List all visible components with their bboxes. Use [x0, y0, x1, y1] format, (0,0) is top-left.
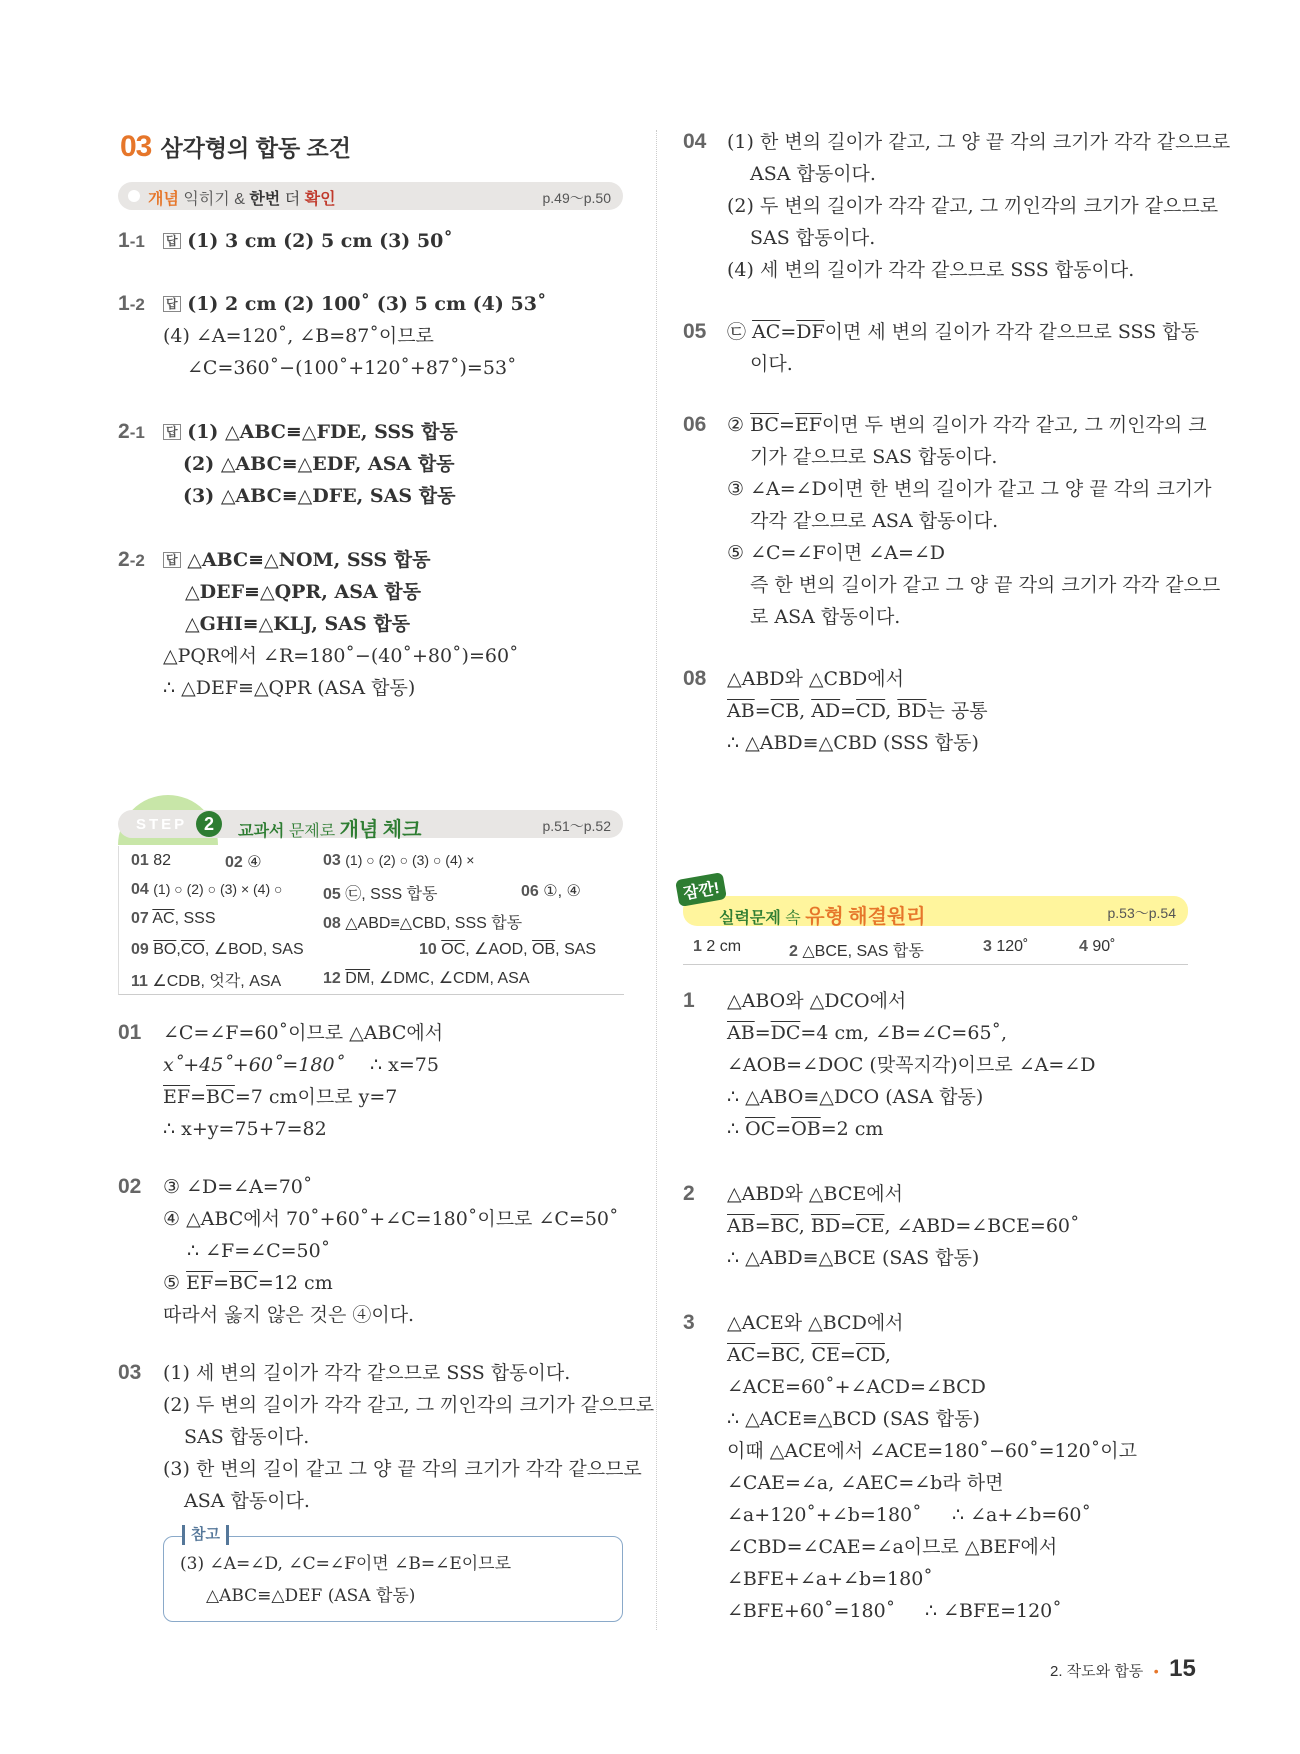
solution-01-line1: ∠C=∠F=60˚이므로 △ABC에서: [163, 1022, 444, 1044]
bar-label-more: 더: [284, 191, 301, 208]
answer-2-1-line2: (2) △ABC≡△EDF, ASA 합동: [183, 453, 455, 475]
solution-1-2-line3: ∠C=360˚−(100˚+120˚+87˚)=53˚: [187, 357, 517, 379]
solution-b1-line3: ∠AOB=∠DOC (맞꼭지각)이므로 ∠A=∠D: [727, 1054, 1096, 1076]
quick-answer-12: 12 $\overline{DM}$, ∠DMC, ∠CDM, ASA: [323, 970, 530, 987]
answer-mark: 답: [163, 296, 181, 312]
step2-label-textbook: 교과서: [238, 823, 285, 840]
quick-answer-09: 09 $\overline{BO},\overline{CO}$, ∠BOD, SAS: [131, 941, 304, 958]
reference-line2: △ABC≡△DEF (ASA 합동): [206, 1586, 416, 1606]
bar-label-confirm: 확인: [304, 191, 336, 208]
jam-page-range: p.53～p.54: [1107, 905, 1176, 921]
solution-01-line3: $\overline{EF}=\overline{BC}=7$ cm이므로 y=7: [163, 1086, 398, 1108]
solution-b3-line10b: ∴ ∠BFE=120˚: [925, 1600, 1062, 1622]
step-label: STEP: [136, 816, 188, 833]
quick-answer-04: 04 (1) ○ (2) ○ (3) × (4) ○: [131, 881, 283, 898]
step2-page-range: p.51～p.52: [542, 818, 611, 834]
answer-1-2: 답 (1) 2 cm (2) 100˚ (3) 5 cm (4) 53˚: [163, 293, 546, 315]
question-number-2-1: 2-1: [118, 420, 145, 443]
solution-number-b1: 1: [683, 989, 695, 1012]
solution-03-line1: (1) 세 변의 길이가 각각 같으므로 SSS 합동이다.: [163, 1362, 571, 1384]
step2-label-check: 체크: [382, 819, 422, 841]
solution-01-line2b: ∴ x=75: [370, 1054, 439, 1076]
solution-06-line2: 기가 같으므로 SAS 합동이다.: [750, 446, 998, 468]
answer-2-1-line3: (3) △ABC≡△DFE, SAS 합동: [183, 485, 456, 507]
reference-box: [163, 1526, 623, 1622]
solution-b3-line1: △ACE와 △BCD에서: [727, 1312, 904, 1334]
concept-check-bar: [118, 182, 623, 210]
solution-b3-line8: ∠CBD=∠CAE=∠a이므로 △BEF에서: [727, 1536, 1058, 1558]
answer-2-2-line2: △DEF≡△QPR, ASA 합동: [185, 581, 421, 603]
solution-number-03: 03: [118, 1361, 142, 1384]
solution-03-line3: SAS 합동이다.: [184, 1426, 310, 1448]
solution-number-b2: 2: [683, 1182, 695, 1205]
answer-2-1-line1: 답 (1) △ABC≡△FDE, SSS 합동: [163, 421, 458, 443]
solution-b1-line1: △ABO와 △DCO에서: [727, 990, 907, 1012]
jamkkan-quick-answers: [683, 930, 1188, 965]
quick-answer-07: 07 $\overline{AC}$, SSS: [131, 910, 216, 927]
solution-06-line6: 즉 한 변의 길이가 같고 그 양 끝 각의 크기가 각각 같으므: [750, 574, 1221, 596]
solution-05-line2: 이다.: [750, 353, 793, 375]
solution-number-05: 05: [683, 320, 707, 343]
answer-1-1: 답 (1) 3 cm (2) 5 cm (3) 50˚: [163, 230, 453, 252]
answer-2-2-line1: 답 △ABC≡△NOM, SSS 합동: [163, 549, 430, 571]
solution-1-2-line2: (4) ∠A=120˚, ∠B=87˚이므로: [163, 325, 434, 347]
solution-number-02: 02: [118, 1175, 142, 1198]
column-divider: [656, 130, 657, 1630]
quick-answer-05: 05 ㉢, SSS 합동: [323, 886, 438, 903]
solution-02-line4: ⑤ $\overline{EF}=\overline{BC}=12$ cm: [163, 1272, 333, 1294]
reference-label: 참고: [182, 1525, 229, 1545]
step2-label-problem: 문제로: [288, 823, 336, 840]
quick-answer-08: 08 △ABD≡△CBD, SSS 합동: [323, 915, 523, 932]
question-number-1-2: 1-2: [118, 292, 145, 315]
jam-label-principle: 해결원리: [848, 906, 926, 928]
answer-mark: 답: [163, 552, 181, 568]
section-number-badge: 03: [120, 130, 152, 163]
solution-02-line1: ③ ∠D=∠A=70˚: [163, 1176, 313, 1198]
solution-04-line4: SAS 합동이다.: [750, 227, 876, 249]
solution-number-04: 04: [683, 130, 707, 153]
solution-b3-line2: $\overline{AC}=\overline{BC}$, $\overline{CE}=\overline{CD}$,: [727, 1344, 891, 1366]
step2-label-concept: 개념: [339, 819, 379, 841]
bar-label-amp: &: [234, 191, 245, 208]
jam-label-skill: 실력문제: [719, 910, 781, 927]
solution-b3-line7b: ∴ ∠a+∠b=60˚: [952, 1504, 1091, 1526]
solution-04-line5: (4) 세 변의 길이가 각각 같으므로 SSS 합동이다.: [727, 259, 1135, 281]
bar-label-concept: 개념: [148, 191, 179, 208]
section-title: [120, 130, 351, 164]
bar-label-once: 한번: [249, 191, 281, 208]
solution-01-line4: ∴ x+y=75+7=82: [163, 1118, 327, 1140]
solution-05-line1: ㉢ $\overline{AC}=\overline{DF}$이면 세 변의 길이가 각각 같으므로 SSS 합동: [727, 321, 1199, 343]
solution-b3-line6: ∠CAE=∠a, ∠AEC=∠b라 하면: [727, 1472, 1004, 1494]
solution-number-08: 08: [683, 667, 707, 690]
quick-answer-10: 10 $\overline{OC}$, ∠AOD, $\overline{OB}$, SAS: [419, 941, 597, 958]
jam-answer-1: 1 2 cm: [693, 938, 742, 955]
chapter-label: 2. 작도와 합동: [1050, 1663, 1144, 1680]
solution-b2-line1: △ABD와 △BCE에서: [727, 1183, 903, 1205]
jam-answer-4: 4 90˚: [1079, 938, 1116, 955]
solution-08-line1: △ABD와 △CBD에서: [727, 668, 904, 690]
solution-06-line7: 로 ASA 합동이다.: [750, 606, 901, 628]
jamkkan-bar: [683, 896, 1188, 926]
quick-answer-06: 06 ①, ④: [521, 883, 581, 900]
solution-06-line4: 각각 같으므로 ASA 합동이다.: [750, 510, 999, 532]
solution-number-b3: 3: [683, 1311, 695, 1334]
solution-b1-line5: ∴ $\overline{OC}=\overline{OB}=2$ cm: [727, 1118, 884, 1140]
step2-bar: [118, 810, 623, 841]
page-footer: [1050, 1655, 1196, 1683]
solution-2-2-line4: △PQR에서 ∠R=180˚−(40˚+80˚)=60˚: [163, 645, 519, 667]
solution-04-line1: (1) 한 변의 길이가 같고, 그 양 끝 각의 크기가 각각 같으므로: [727, 131, 1231, 153]
solution-02-line3: ∴ ∠F=∠C=50˚: [187, 1240, 331, 1262]
solution-b3-line3: ∠ACE=60˚+∠ACD=∠BCD: [727, 1376, 986, 1398]
jamkkan-badge: 잠깐!: [675, 872, 727, 907]
solution-03-line4: (3) 한 변의 길이 같고 그 양 끝 각의 크기가 각각 같으므로: [163, 1458, 642, 1480]
section-title-text: 삼각형의 합동 조건: [160, 135, 351, 161]
quick-answer-02: 02 ④: [225, 854, 262, 871]
solution-b3-line4: ∴ △ACE≡△BCD (SAS 합동): [727, 1408, 980, 1430]
jam-answer-2: 2 △BCE, SAS 합동: [789, 943, 924, 960]
solution-01-line2a: x˚+45˚+60˚=180˚: [163, 1054, 345, 1076]
page-number: 15: [1169, 1655, 1196, 1682]
answer-mark: 답: [163, 424, 181, 440]
solution-02-line2: ④ △ABC에서 70˚+60˚+∠C=180˚이므로 ∠C=50˚: [163, 1208, 619, 1230]
solution-03-line2: (2) 두 변의 길이가 각각 같고, 그 끼인각의 크기가 같으므로: [163, 1394, 655, 1416]
solution-b2-line2: $\overline{AB}=\overline{BC}$, $\overline{BD}=\overline{CE}$, ∠ABD=∠BCE=60˚: [727, 1215, 1080, 1237]
solution-b3-line5: 이때 △ACE에서 ∠ACE=180˚−60˚=120˚이고: [727, 1440, 1137, 1462]
bar-page-range: p.49～p.50: [542, 190, 611, 206]
solution-08-line2: $\overline{AB}=\overline{CB}$, $\overline{AD}=\overline{CD}$, $\overline{BD}$는 공통: [727, 700, 988, 722]
answer-mark: 답: [163, 233, 181, 249]
bullet-icon: [128, 190, 140, 202]
quick-answer-11: 11 ∠CDB, 엇각, ASA: [131, 973, 282, 990]
solution-06-line1: ② $\overline{BC}=\overline{EF}$이면 두 변의 길이가 각각 같고, 그 끼인각의 크: [727, 414, 1207, 436]
quick-answer-03: 03 (1) ○ (2) ○ (3) ○ (4) ×: [323, 852, 475, 869]
answer-2-2-line3: △GHI≡△KLJ, SAS 합동: [185, 613, 411, 635]
solution-04-line2: ASA 합동이다.: [750, 163, 876, 185]
solution-08-line3: ∴ △ABD≡△CBD (SSS 합동): [727, 732, 979, 754]
solution-b3-line9: ∠BFE+∠a+∠b=180˚: [727, 1568, 933, 1590]
jam-answer-3: 3 120˚: [983, 938, 1029, 955]
solution-06-line5: ⑤ ∠C=∠F이면 ∠A=∠D: [727, 542, 946, 564]
solution-03-line5: ASA 합동이다.: [184, 1490, 310, 1512]
solution-2-2-line5: ∴ △DEF≡△QPR (ASA 합동): [163, 677, 416, 699]
reference-line1: (3) ∠A=∠D, ∠C=∠F이면 ∠B=∠E이므로: [180, 1554, 512, 1574]
solution-b3-line7a: ∠a+120˚+∠b=180˚: [727, 1504, 922, 1526]
quick-answer-grid: [118, 846, 624, 995]
solution-number-06: 06: [683, 413, 707, 436]
solution-06-line3: ③ ∠A=∠D이면 한 변의 길이가 같고 그 양 끝 각의 크기가: [727, 478, 1212, 500]
question-number-1-1: 1-1: [118, 229, 145, 252]
bar-label-practice: 익히기: [183, 191, 230, 208]
footer-dot: •: [1153, 1663, 1159, 1679]
solution-b1-line2: $\overline{AB}=\overline{DC}=4$ cm, ∠B=∠C=65˚,: [727, 1022, 1008, 1044]
solution-b1-line4: ∴ △ABO≡△DCO (ASA 합동): [727, 1086, 984, 1108]
solution-02-line5: 따라서 옳지 않은 것은 ④이다.: [163, 1304, 415, 1326]
question-number-2-2: 2-2: [118, 548, 145, 571]
jam-label-type: 유형: [805, 906, 844, 928]
step-number-badge: 2: [196, 811, 222, 837]
jam-label-in: 속: [785, 910, 801, 927]
quick-answer-01: 01 82: [131, 852, 172, 869]
solution-04-line3: (2) 두 변의 길이가 각각 같고, 그 끼인각의 크기가 같으므로: [727, 195, 1219, 217]
solution-number-01: 01: [118, 1021, 142, 1044]
solution-b3-line10a: ∠BFE+60˚=180˚: [727, 1600, 896, 1622]
solution-b2-line3: ∴ △ABD≡△BCE (SAS 합동): [727, 1247, 980, 1269]
